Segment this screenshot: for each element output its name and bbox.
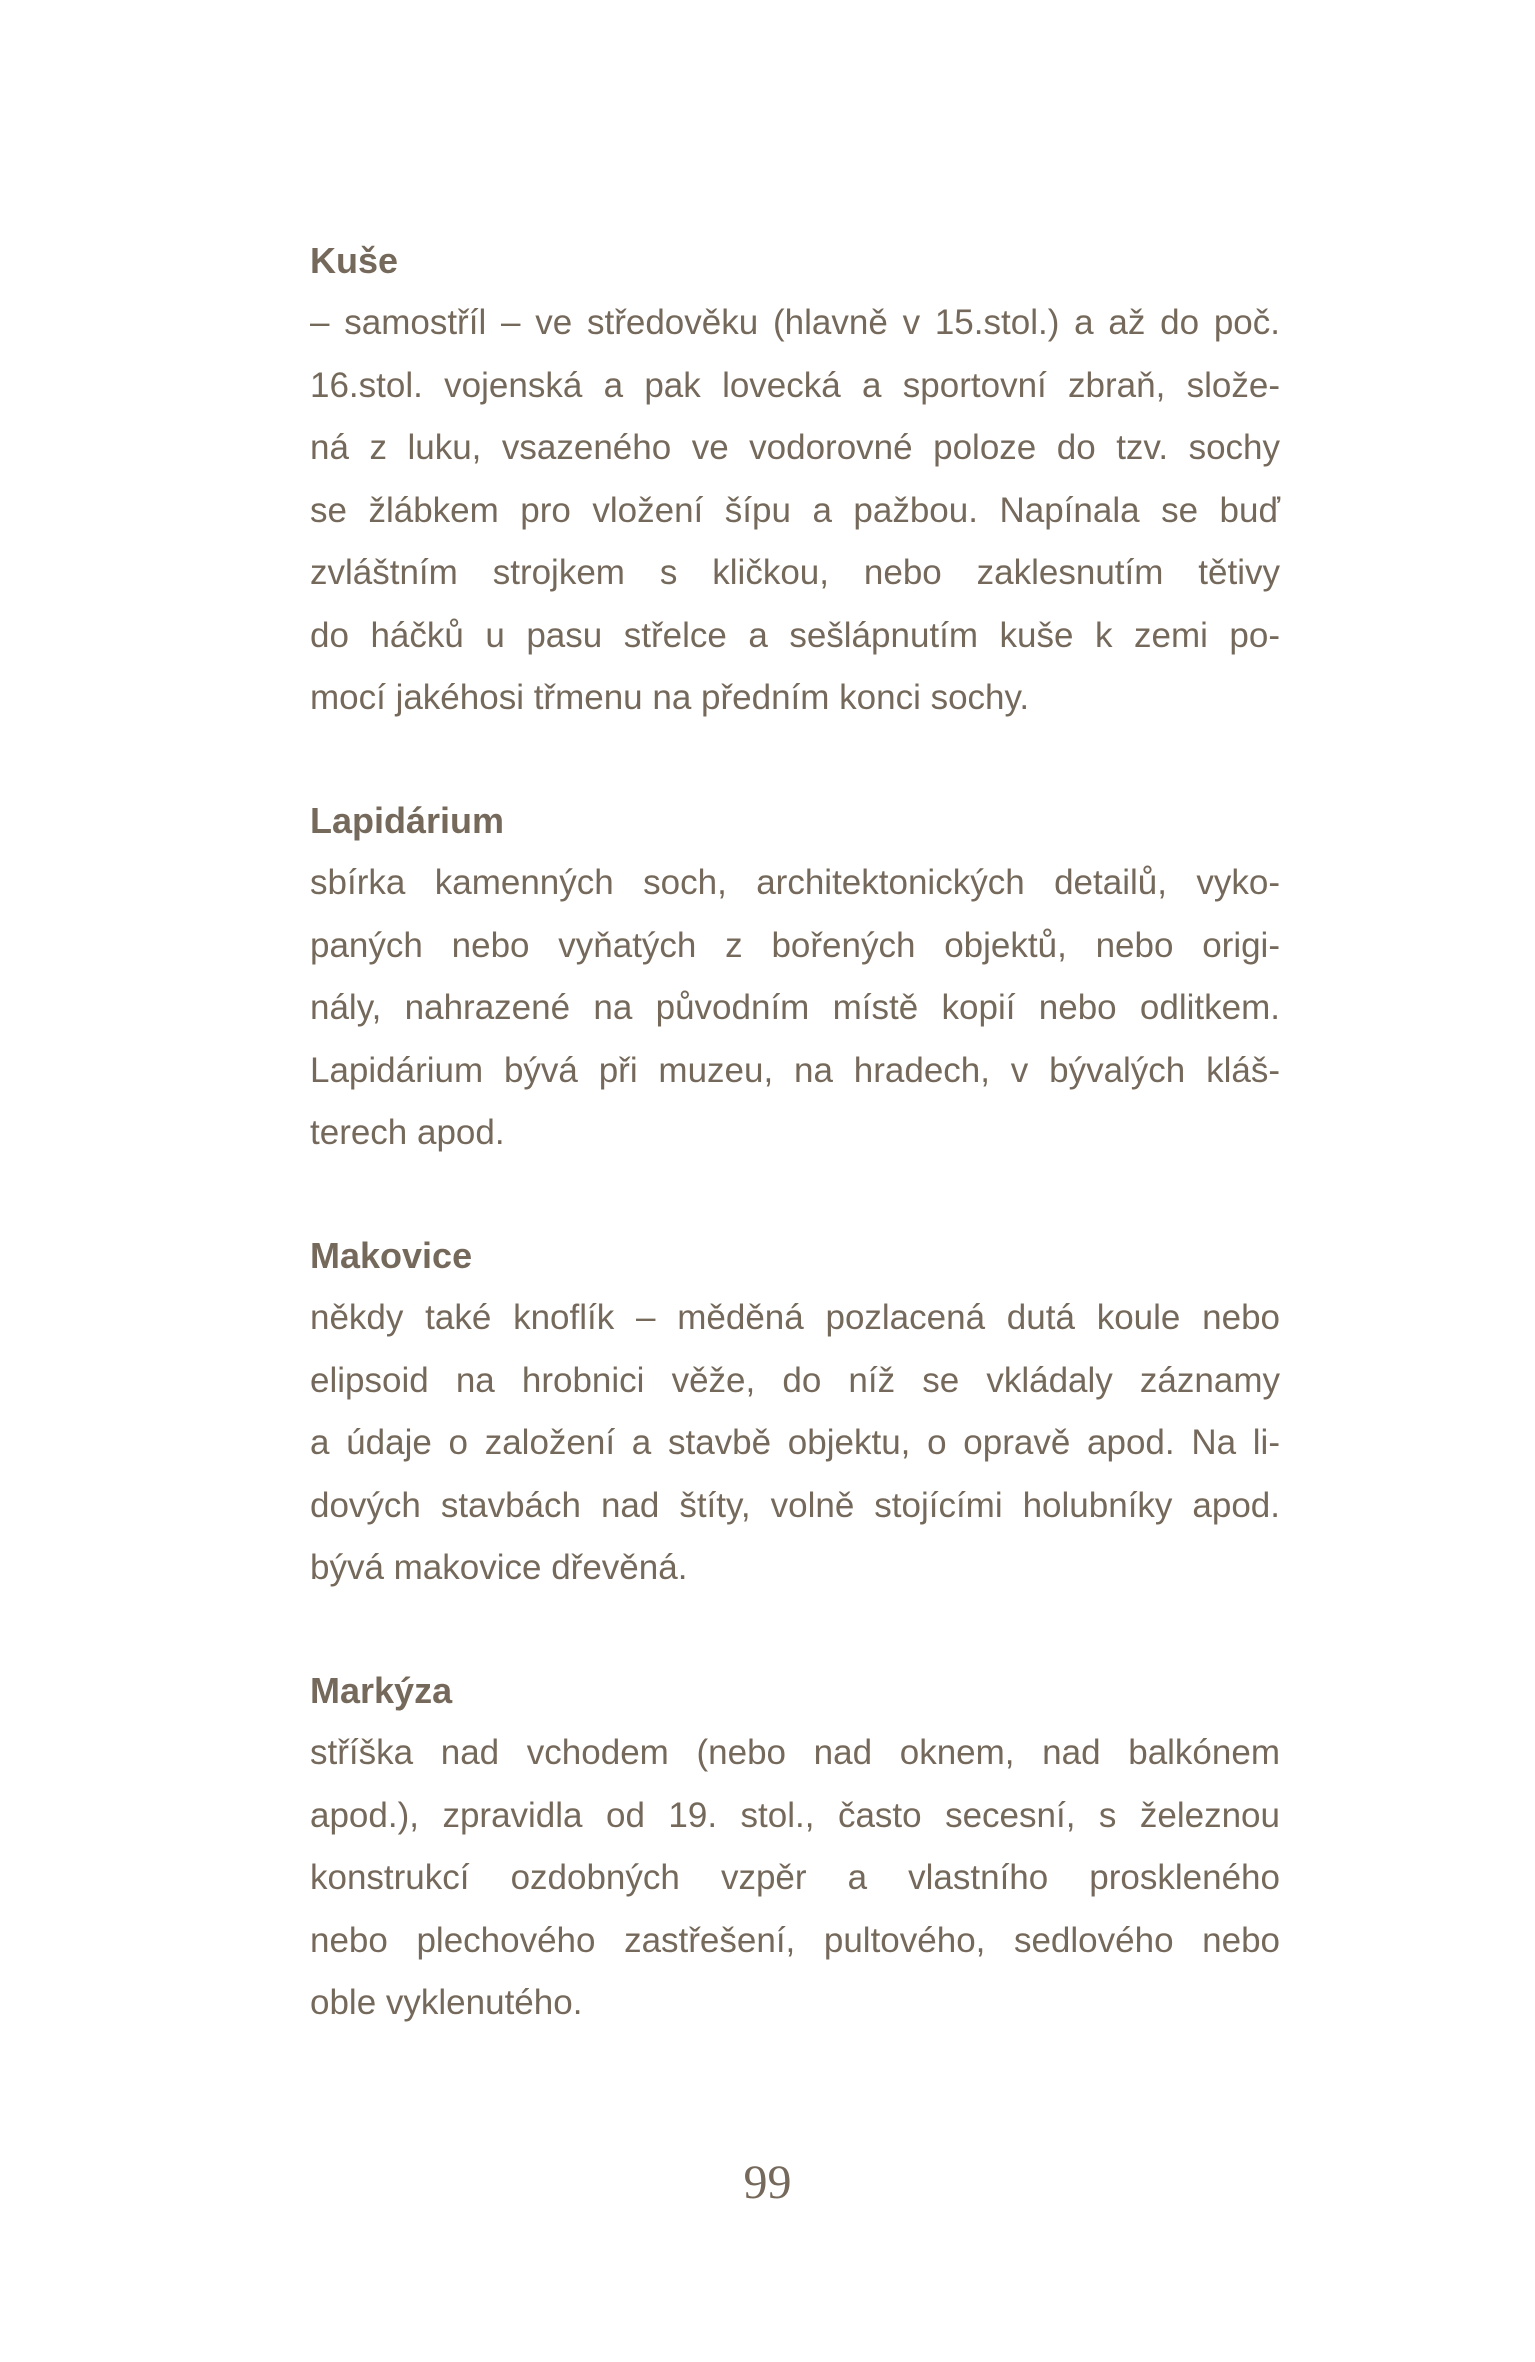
definition-line: nály, nahrazené na původním místě kopií nebo odlitkem. [310,988,1280,1027]
definition-line: stříška nad vchodem (nebo nad oknem, nad balkónem [310,1733,1280,1772]
entry-definition [310,292,1280,730]
definition-line: se žlábkem pro vložení šípu a pažbou. Napínala se buď [310,490,1280,530]
entry-term: Kuše [310,240,399,281]
entry-markyza [310,1660,1280,2035]
entry-definition [310,1287,1280,1600]
definition-line: paných nebo vyňatých z bořených objektů, nebo origi- [310,925,1280,965]
definition-line: elipsoid na hrobnici věže, do níž se vkládaly záznamy [310,1360,1280,1400]
definition-line: ná z luku, vsazeného ve vodorovné poloze do tzv. sochy [310,428,1280,467]
definition-line: bývá makovice dřevěná. [310,1548,688,1587]
definition-line: a údaje o založení a stavbě objektu, o opravě apod. Na li- [310,1423,1280,1462]
page-number: 99 [743,2156,792,2209]
definition-line: oble vyklenutého. [310,1983,583,2022]
entry-term: Lapidárium [310,800,505,841]
definition-line: 16.stol. vojenská a pak lovecká a sportovní zbraň, slože- [310,365,1280,405]
definition-line: sbírka kamenných soch, architektonických detailů, vyko- [310,863,1280,902]
definition-line: konstrukcí ozdobných vzpěr a vlastního proskleného [310,1858,1280,1897]
definition-line: někdy také knoflík – měděná pozlacená dutá koule nebo [310,1298,1280,1337]
definition-line: apod.), zpravidla od 19. stol., často secesní, s železnou [310,1795,1280,1835]
definition-line: – samostříl – ve středověku (hlavně v 15.stol.) a až do poč. [310,303,1280,342]
entry-makovice [310,1225,1280,1600]
definition-line: nebo plechového zastřešení, pultového, sedlového nebo [310,1920,1280,1960]
entry-term: Markýza [310,1670,453,1711]
entry-term: Makovice [310,1235,473,1276]
definition-line: zvláštním strojkem s kličkou, nebo zaklesnutím tětivy [310,553,1280,592]
definition-line: mocí jakéhosi třmenu na předním konci sochy. [310,678,1030,717]
definition-line: Lapidárium bývá při muzeu, na hradech, v bývalých kláš- [310,1050,1280,1090]
entry-lapidarium [310,790,1280,1165]
entry-definition [310,852,1280,1165]
entry-kuse [310,230,1280,730]
definition-line: terech apod. [310,1113,505,1152]
entry-definition [310,1722,1280,2035]
definition-line: dových stavbách nad štíty, volně stojícími holubníky apod. [310,1485,1280,1525]
definition-line: do háčků u pasu střelce a sešlápnutím kuše k zemi po- [310,615,1280,655]
